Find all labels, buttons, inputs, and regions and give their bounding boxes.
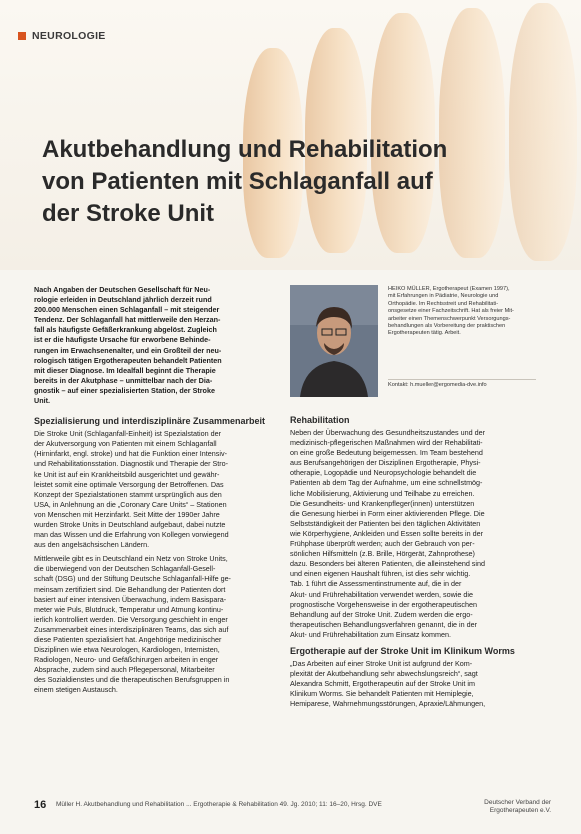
body-line: aus den angelsächsischen Ländern.: [34, 540, 150, 550]
body-paragraph: [290, 659, 536, 709]
body-line: diese Patienten spezialisiert hat. Angehörige medizinischer: [34, 635, 222, 644]
publisher-label: [484, 799, 551, 815]
right-column: [290, 285, 536, 713]
body-line: USA, in Anlehnung an die „Coronary Care Units“ – Stationen: [34, 499, 227, 509]
body-line: wie Körperhygiene, Ankleiden und Essen sollte bereits in der: [290, 528, 483, 538]
body-line: von Menschen mit Herzinfarkt. Seit Mitte der 1990er Jahre: [34, 509, 220, 519]
body-line: (Hirninfarkt, engl. stroke) und hat die Funktion einer Intensiv-: [34, 449, 227, 459]
body-line: Alexandra Schmitt, Ergotherapeutin auf der Stroke Unit im: [290, 679, 475, 689]
body-line: Die Stroke Unit (Schlaganfall-Einheit) ist Spezialstation der: [34, 429, 221, 439]
body-line: und Rehabilitationsstation. Diagnostik und Therapie der Stro-: [34, 459, 229, 469]
author-bio-line: mit Erfahrungen in Pädiatrie, Neurologie und: [388, 293, 499, 300]
header-image: [0, 0, 581, 270]
left-column: [34, 285, 274, 700]
author-portrait-image: [290, 285, 378, 397]
body-line: Absprache, zudem sind auch Pflegepersonal, Mitarbeiter: [34, 665, 215, 675]
lead-line: gnostik – auf einer spezialisierten Station, der Stroke: [34, 385, 215, 395]
publisher-line: Ergotherapeuten e.V.: [489, 807, 551, 814]
body-line: ke Unit ist auf ein Krankheitsbild ausgerichtet und gewähr-: [34, 469, 220, 479]
body-line: Radiologen, Neuro- und Gefäßchirurgen arbeiten in enger: [34, 655, 219, 665]
body-paragraph: [290, 428, 536, 640]
body-line: sönlichen Hilfsmitteln (z.B. Brille, Hörgerät, Zahnprothese): [290, 549, 475, 559]
author-box: [290, 285, 536, 401]
body-line: plexität der Akutbehandlung sehr abwechslungsreich“, sagt: [290, 669, 478, 679]
rubric-label: NEUROLOGIE: [32, 30, 106, 42]
lead-line: ist er die häufigste Ursache für erworbene Behinde-: [34, 335, 211, 345]
body-line: Akut- und Frührehabilitation verwendet werden, sowie die: [290, 589, 473, 599]
body-line: leistet somit eine optimale Versorgung der Betroffenen. Das: [34, 479, 224, 489]
body-line: die Genesung hierbei in Form einer aktivierenden Pflege. Die: [290, 508, 485, 518]
section-rubric: [18, 30, 106, 42]
body-line: dazu. Besonders bei älteren Patienten, die alleinstehend sind: [290, 559, 485, 569]
lead-line: fall als häufigste Gefäßerkrankung abgelöst. Zugleich: [34, 325, 217, 335]
body-line: ierlich kontrolliert werden. Die Versorgung geschieht in enger: [34, 614, 228, 624]
body-line: liche Mobilisierung, Aktivierung und Teilhabe zu erreichen.: [290, 488, 475, 498]
body-line: Akut- und Frührehabilitation zum Einsatz kommen.: [290, 629, 451, 639]
section-heading: Rehabilitation: [290, 415, 350, 425]
body-line: otherapie, Logopädie und Neuropsychologie behandelt die: [290, 468, 477, 478]
title-line: Akutbehandlung und Rehabilitation: [42, 136, 448, 163]
lead-paragraph: [34, 285, 274, 406]
author-bio: [388, 286, 536, 338]
body-line: aus Berufsangehörigen der Disziplinen Ergotherapie, Physi-: [290, 458, 481, 468]
body-line: wurden Stroke Units in Deutschland aufgebaut, dabei nutzte: [34, 519, 226, 529]
body-line: Behandlung auf der Stroke Unit. Zudem werden die ergo-: [290, 609, 473, 619]
author-bio-line: Orthopädie. Im Rechtsstreit und Rehabilitati-: [388, 300, 499, 307]
body-paragraph: [34, 554, 274, 695]
body-line: Selbstständigkeit der Patienten bei den täglichen Aktivitäten: [290, 518, 481, 528]
citation-line: Müller H. Akutbehandlung und Rehabilitation ... Ergotherapie & Rehabilitation 49. Jg. 2010; 11: 16–20, Hrsg. DVE: [56, 801, 382, 808]
page-footer: [0, 796, 581, 834]
body-line: und einen eigenen Haushalt führen, ist dies sehr wichtig.: [290, 569, 471, 579]
body-line: therapeutischen Behandlungsverfahren genannt, die in der: [290, 619, 478, 629]
lead-line: rungen im Erwachsenenalter, und ein Großteil der neu-: [34, 345, 222, 355]
body-line: schaft (DSG) und der Stiftung Deutsche Schlaganfall-Hilfe ge-: [34, 574, 231, 584]
body-line: Konzept der Spezialstationen stammt ursprünglich aus den: [34, 489, 222, 499]
title-line: der Stroke Unit: [42, 200, 215, 227]
article-title: [42, 134, 512, 230]
body-paragraph: [34, 429, 274, 550]
body-line: Patienten ab dem Tag der Aufnahme, um eine schnellstmög-: [290, 478, 483, 488]
body-line: meinsam zertifiziert sind. Die Behandlung der Patienten dort: [34, 584, 226, 594]
body-line: meter wie Puls, Blutdruck, Temperatur und Atmung kontinu-: [34, 604, 224, 614]
body-line: des Sozialdienstes und die therapeutischen Berufsgruppen in: [34, 675, 230, 685]
body-line: Frühphase überprüft werden; auch der Gebrauch von per-: [290, 539, 475, 549]
section-heading: Ergotherapie auf der Stroke Unit im Klinikum Worms: [290, 645, 515, 656]
body-line: Disziplinen wie etwa Neurologen, Kardiologen, Internisten,: [34, 645, 220, 655]
rubric-marker-icon: [18, 32, 26, 40]
section-heading: Spezialisierung und interdisziplinäre Zusammenarbeit: [34, 416, 266, 427]
body-line: Die Gesundheits- und Krankenpfleger(innen) unterstützen: [290, 498, 475, 508]
body-line: einem stetigen Austausch.: [34, 685, 118, 695]
page-number: 16: [34, 799, 47, 811]
publisher-line: Deutscher Verband der: [484, 799, 551, 806]
body-line: Hemiparese, Wahrnehmungsstörungen, Apraxie/Lähmungen,: [290, 699, 486, 709]
author-bio-line: behandlungen als Vorbereitung der praktischen: [388, 323, 506, 330]
body-line: on eine große Bedeutung beigemessen. Im Team bestehend: [290, 448, 483, 458]
lead-line: mit dieser Diagnose. Im Idealfall beginnt die Therapie: [34, 365, 216, 375]
body-line: die überwiegend von der Deutschen Schlaganfall-Gesell-: [34, 564, 216, 574]
body-line: basiert auf einer intensiven Überwachung, indem Basispara-: [34, 594, 227, 604]
lead-line: rologisch tätigen Ergotherapeuten behandelt Patienten: [34, 355, 222, 365]
author-contact: Kontakt: h.mueller@ergomedia-dve.info: [388, 379, 536, 389]
author-bio-line: HEIKO MÜLLER, Ergotherapeut (Examen 1997),: [388, 286, 510, 292]
body-line: Zusammenarbeit eines interdisziplinären Teams, das sich auf: [34, 624, 229, 634]
body-line: „Das Arbeiten auf einer Stroke Unit ist aufgrund der Kom-: [290, 658, 473, 668]
body-line: Tab. 1 führt die Assessmentinstrumente auf, die in der: [290, 579, 462, 589]
author-photo: [290, 285, 378, 397]
body-line: prognostische Vorgehensweise in der ergotherapeutischen: [290, 599, 477, 609]
body-line: Mittlerweile gibt es in Deutschland ein Netz von Stroke Units,: [34, 554, 228, 564]
body-line: Neben der Überwachung des Gesundheitszustandes und der: [290, 428, 485, 437]
body-line: Klinikum Worms. Sie behandelt Patienten mit Hemiplegie,: [290, 689, 474, 699]
title-line: von Patienten mit Schlaganfall auf: [42, 168, 433, 195]
body-line: der Akutversorgung von Patienten mit einem Schlaganfall: [34, 439, 217, 449]
lead-line: Tendenz. Der Schlaganfall hat mittlerweile den Herzan-: [34, 315, 221, 325]
lead-line: bereits in der Akutphase – unmittelbar nach der Dia-: [34, 375, 213, 385]
lead-line: 200.000 Menschen einen Schlaganfall – mit steigender: [34, 305, 220, 315]
lead-line: Nach Angaben der Deutschen Gesellschaft für Neu-: [34, 285, 211, 294]
author-bio-line: onsgesetze einer Fachzeitschrift. Hat als freier Mit-: [388, 308, 514, 315]
lead-line: rologie erleiden in Deutschland jährlich derzeit rund: [34, 295, 212, 305]
author-bio-line: arbeiter einen Themenschwerpunkt Versorgungs-: [388, 315, 511, 322]
body-line: medizinisch-pflegerischen Maßnahmen wird der Rehabilitati-: [290, 438, 483, 448]
body-line: man das Wissen und die Erfahrung von Kollegen vorwiegend: [34, 530, 229, 540]
lead-line: Unit.: [34, 396, 50, 406]
author-bio-line: Ergotherapeuten tätig. Arbeit.: [388, 330, 461, 337]
